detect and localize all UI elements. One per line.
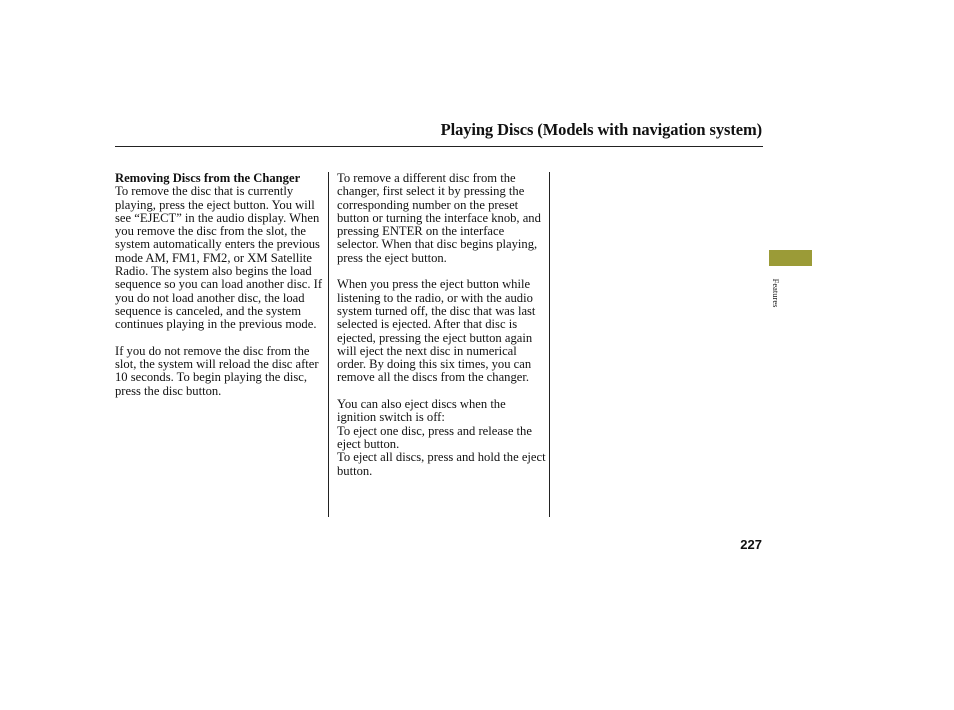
page-number: 227 <box>740 537 762 552</box>
paragraph: To remove the disc that is currently playing, press the eject button. You will see “EJECT” in the audio display. When you remove the disc from the slot, the system automatically enters the previous mode AM, FM1, FM2, or XM Satellite Radio. The system also begins the load sequence so you can load another disc. If you do not load another disc, the load sequence is canceled, and the system continues playing in the previous mode. <box>115 184 323 332</box>
column-divider <box>549 172 550 517</box>
paragraph: To eject one disc, press and release the eject button. <box>337 423 532 451</box>
section-heading: Removing Discs from the Changer <box>115 171 301 185</box>
paragraph: If you do not remove the disc from the slot, the system will reload the disc after 10 seconds. To begin playing the disc, press the disc button. <box>115 343 319 398</box>
paragraph: To eject all discs, press and hold the eject button. <box>337 450 546 478</box>
header-rule <box>115 146 763 147</box>
page-title: Playing Discs (Models with navigation system) <box>440 120 762 139</box>
paragraph: You can also eject discs when the ignition switch is off: <box>337 397 506 425</box>
section-tab <box>769 250 812 266</box>
section-tab-label: Features <box>771 278 781 308</box>
paragraph: To remove a different disc from the changer, first select it by pressing the corresponding number on the preset button or turning the interface knob, and pressing ENTER on the interface selector. When that disc begins playing, press the eject button. <box>337 171 541 265</box>
text-column-middle <box>337 172 547 478</box>
text-column-left <box>115 172 327 398</box>
column-divider <box>328 172 329 517</box>
paragraph: When you press the eject button while listening to the radio, or with the audio system turned off, the disc that was last selected is ejected. After that disc is ejected, pressing the eject button again will eject the next disc in numerical order. By doing this six times, you can remove all the discs from the changer. <box>337 277 536 385</box>
